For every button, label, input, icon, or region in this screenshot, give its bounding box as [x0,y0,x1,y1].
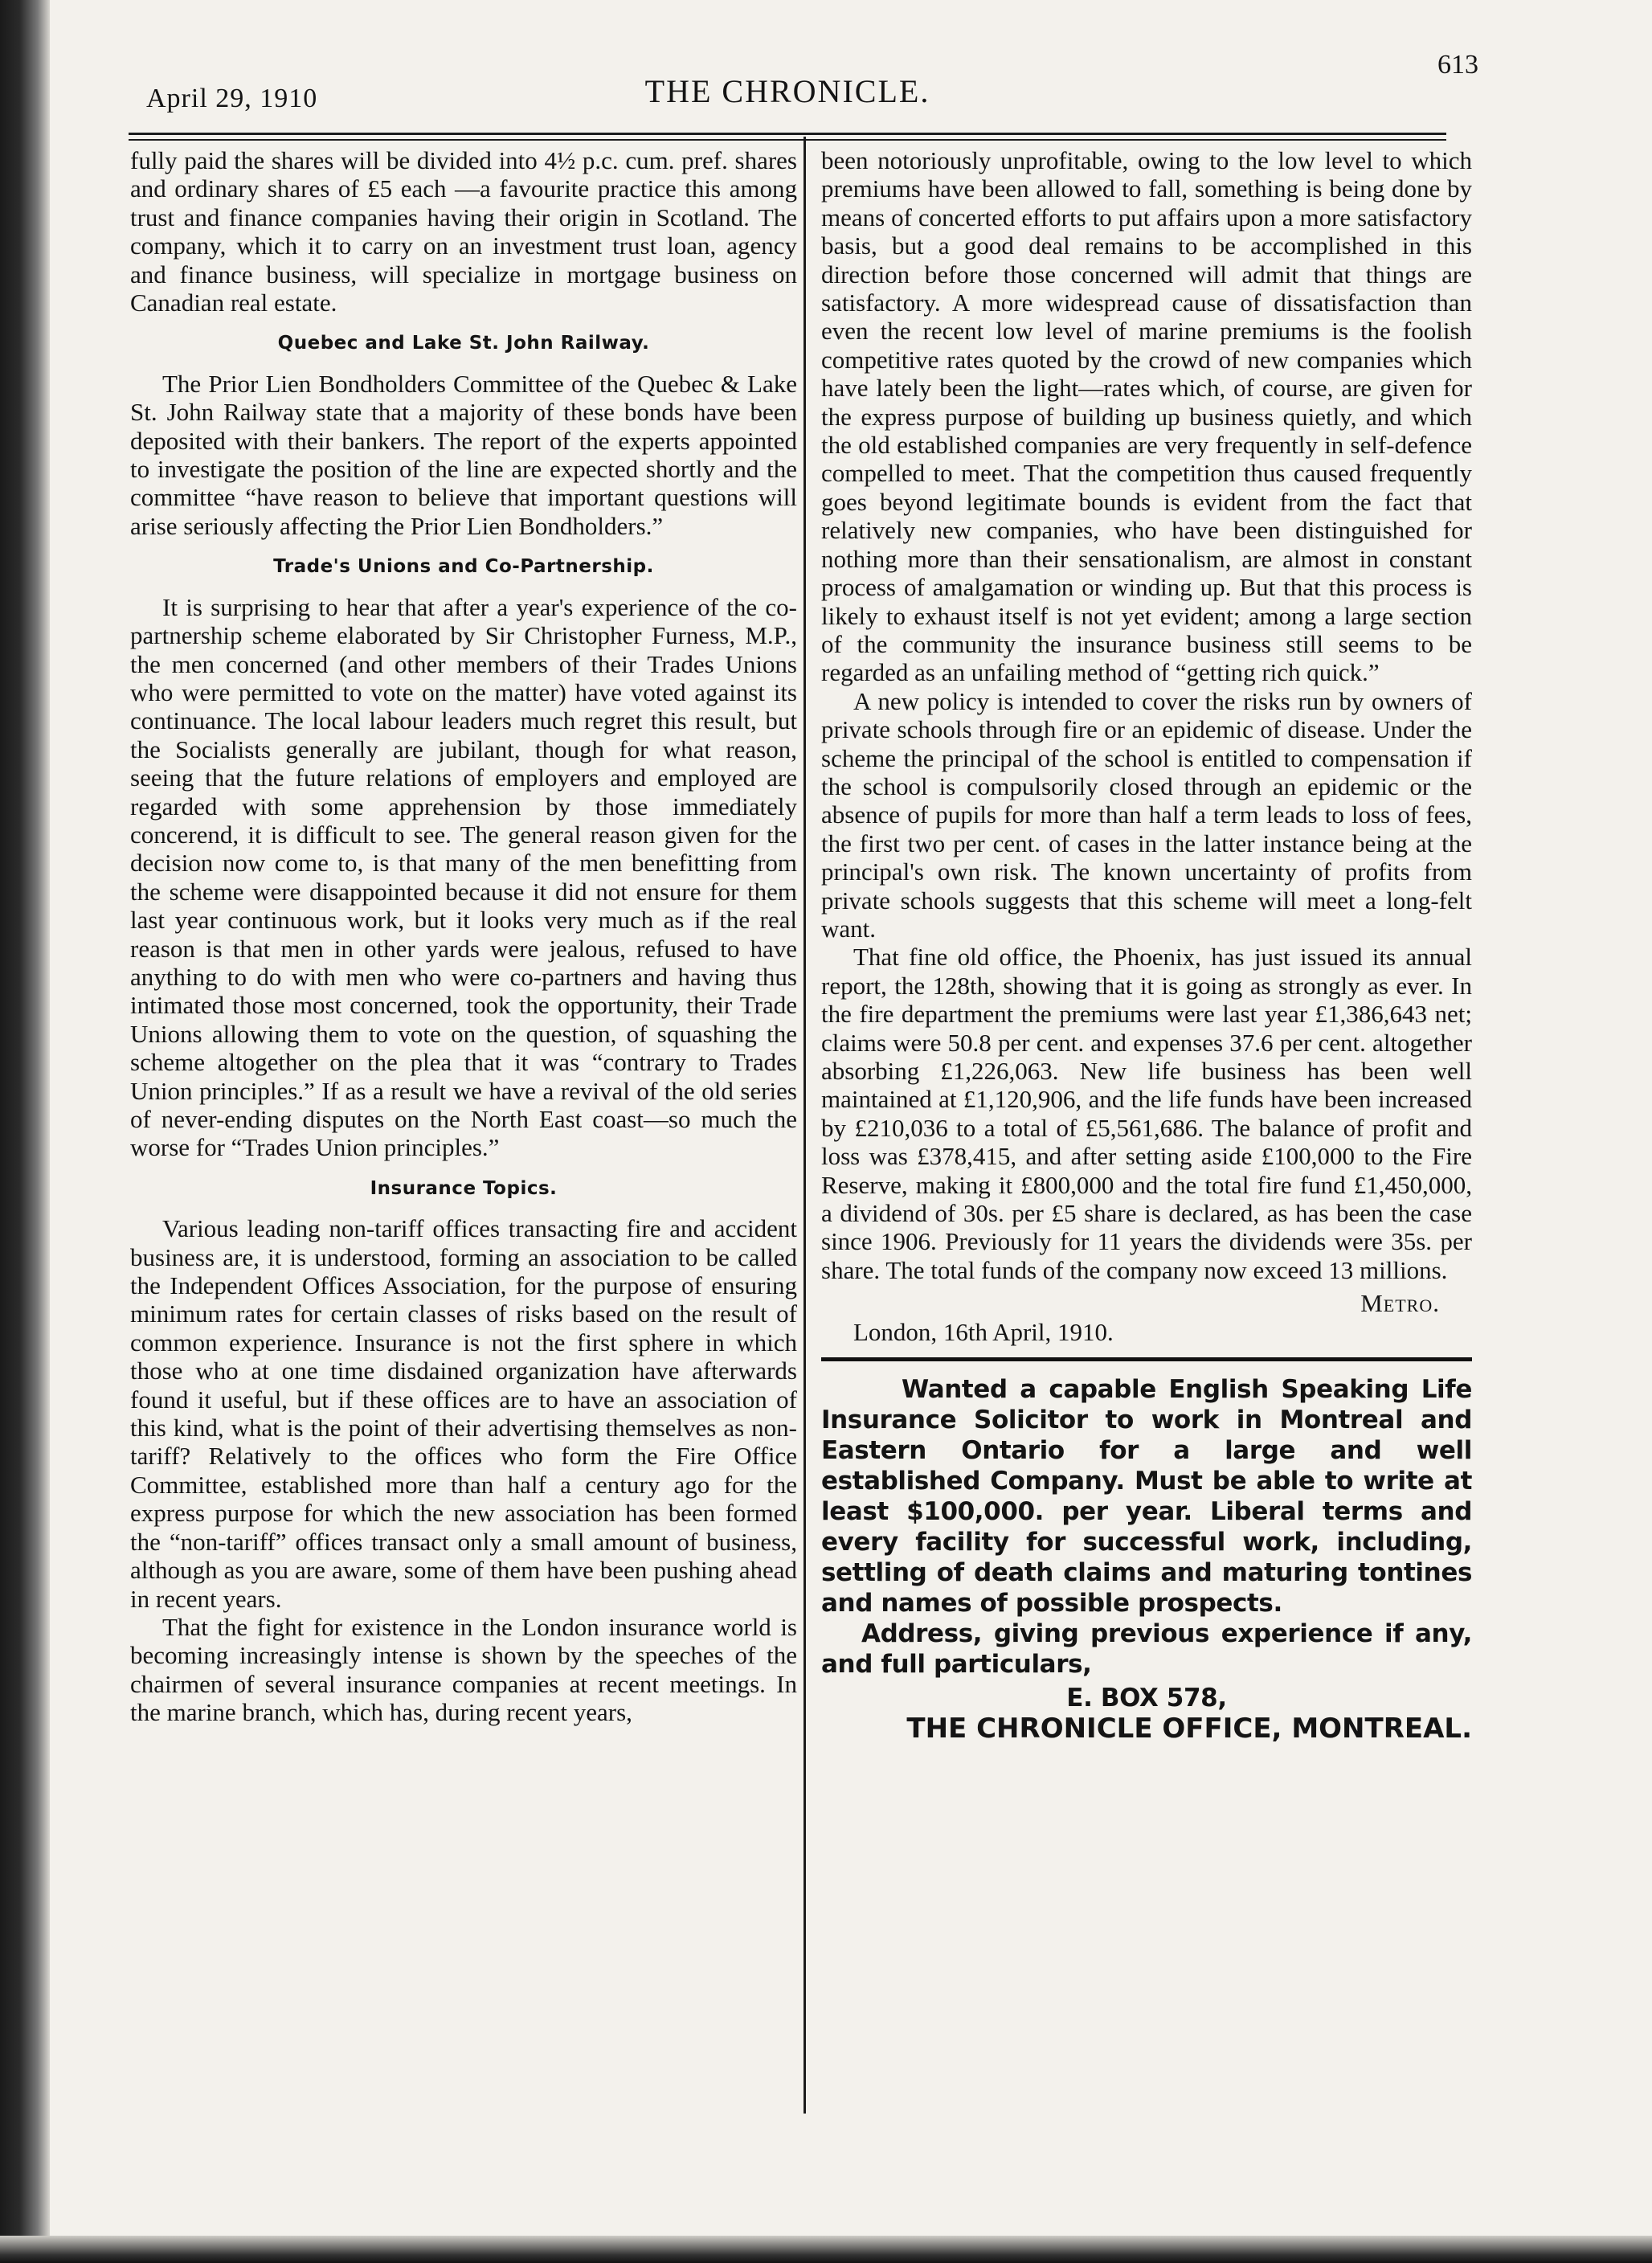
section-heading-trade-unions: Trade's Unions and Co-Partnership. [273,556,654,578]
page-header [129,50,1478,121]
insurance-paragraph-2: That the fight for existence in the London insurance world is becoming increasingly intense is shown by the speeches of the chairmen of several insurance companies at recent meetings. In the marine branch, which has, during recent years, [130,1612,797,1727]
page-number: 613 [1437,50,1478,80]
section-heading-railway: Quebec and Lake St. John Railway. [277,333,650,354]
advertisement-address: Address, giving previous experience if any, and full particulars, [821,1619,1472,1680]
intro-paragraph: fully paid the shares will be divided into 4½ p.c. cum. pref. shares and ordinary shares of £5 each —a favourite practice this among trust and finance companies having their origin in Scotland. The company, which it to carry on an investment trust loan, agency and finance business, will specialize in mortgage business on Canadian real estate. [130,146,797,317]
continued-paragraph: been notoriously unprofitable, owing to the low level to which premiums have been allowed to fall, something is being done by means of concerted efforts to put affairs upon a more satisfactory basis, but a good deal remains to be accomplished in this direction before those concerned will admit that things are satisfactory. A more widespread cause of dissatisfaction than even the recent low level of marine premiums is the foolish competitive rates quoted by the crowd of new companies which have lately been the light—rates which, of course, are given for the express purpose of building up business quietly, and which the old established companies are very frequently in self-defence compelled to meet. That the competition thus caused frequently goes beyond legitimate bounds is evident from the fact that relatively new companies, who have been distinguished for nothing more than their sensationalism, are almost in constant process of amalgamation or winding up. But that this process is likely to exhaust itself is not yet evident; among a large section of the community the insurance business still seems to be regarded as an unfailing method of “getting rich quick.” [821,146,1472,687]
page-bottom-edge [0,2236,1652,2263]
insurance-paragraph-1: Various leading non-tariff offices transacting fire and accident business are, it is understood, forming an association to be called the Independent Offices Association, for the purpose of ensuring minimum rates for certain classes of risks based on the result of common experience. Insurance is not the first sphere in which those who at one time disdained organization have afterwards found it useful, but if these offices are to have an association of this kind, what is the point of their advertising themselves as non-tariff? Relatively to the offices who form the Fire Office Committee, established more than half a century ago for the express purpose for which the new association has been formed the “non-tariff” offices transact only a small amount of business, although as you are aware, some of them have been pushing ahead in recent years. [130,1214,797,1613]
railway-paragraph: The Prior Lien Bondholders Committee of the Quebec & Lake St. John Railway state that a majority of these bonds have been deposited with their bankers. The report of the experts appointed to investigate the position of the line are expected shortly and the committee “have reason to believe that important questions will arise seriously affecting the Prior Lien Bondholders.” [130,369,797,540]
author-signature: Metro. [1360,1289,1440,1318]
header-rule [129,133,1446,135]
issue-date: April 29, 1910 [146,84,318,113]
advertisement-office: THE CHRONICLE OFFICE, MONTREAL. [906,1713,1472,1745]
column-divider [804,137,806,2114]
schools-policy-paragraph: A new policy is intended to cover the risks run by owners of private schools through fire or an epidemic of disease. Under the scheme the principal of the school is entitled to compensation if the school is compulsorily closed through an epidemic or the absence of pupils for more than half a term leads to loss of fees, the first two per cent. of cases in the latter instance being at the principal's own risk. The known uncertainty of profits from private schools suggests that this scheme will meet a long-felt want. [821,686,1472,943]
dateline: London, 16th April, 1910. [853,1317,1114,1346]
trade-unions-paragraph: It is surprising to hear that after a year's experience of the co-partnership scheme elaborated by Sir Christopher Furness, M.P., the men concerned (and other members of their Trades Unions who were permitted to vote on the matter) have voted against its continuance. The local labour leaders much regret this result, but the Socialists generally are jubilant, though for what reason, seeing that the future relations of employers and employed are regarded with some apprehension by those immediately concerend, it is difficult to see. The general reason given for the decision now come to, is that many of the men benefitting from the scheme were disappointed because it did not ensure for them last year continuous work, but it looks very much as if the real reason is that men in other yards were jealous, refused to have anything to do with men who were co-partners and having thus intimated those most concerned, took the opportunity, their Trade Unions allowing them to vote on the question, of squashing the scheme altogether on the plea that it was “contrary to Trades Union principles.” If as a result we have a revival of the old series of never-ending disputes on the North East coast—so much the worse for “Trades Union principles.” [130,592,797,1162]
book-spine-shadow [0,0,50,2263]
advertisement-box: E. BOX 578, [1066,1684,1227,1713]
section-heading-insurance: Insurance Topics. [370,1177,558,1199]
advertisement [821,1374,1472,1744]
header-rule-thin [129,139,1446,141]
right-column [821,146,1472,1744]
left-column [130,146,797,1727]
advertisement-body: Wanted a capable English Speaking Life Insurance Solicitor to work in Montreal and Eastern Ontario for a large and well established Company. Must be able to write at least $100,000. per year. Liberal terms and every facility for successful work, including, settling of death claims and maturing tontines and names of possible prospects. [821,1375,1472,1618]
phoenix-report-paragraph: That fine old office, the Phoenix, has just issued its annual report, the 128th, showing that it is going as strongly as ever. In the fire department the premiums were last year £1,386,643 net; claims were 50.8 per cent. and expenses 37.6 per cent. altogether absorbing £1,226,063. New life business has been well maintained at £1,120,906, and the life funds have been increased by £210,036 to a total of £5,561,686. The balance of profit and loss was £378,415, and after setting aside £100,000 to the Fire Reserve, making it £800,000 and the total fire fund £1,450,000, a dividend of 30s. per £5 share is declared, as has been the case since 1906. Previously for 11 years the dividends were 35s. per share. The total funds of the company now exceed 13 millions. [821,943,1472,1284]
publication-title: THE CHRONICLE. [644,73,930,109]
advertisement-rule [821,1357,1472,1361]
